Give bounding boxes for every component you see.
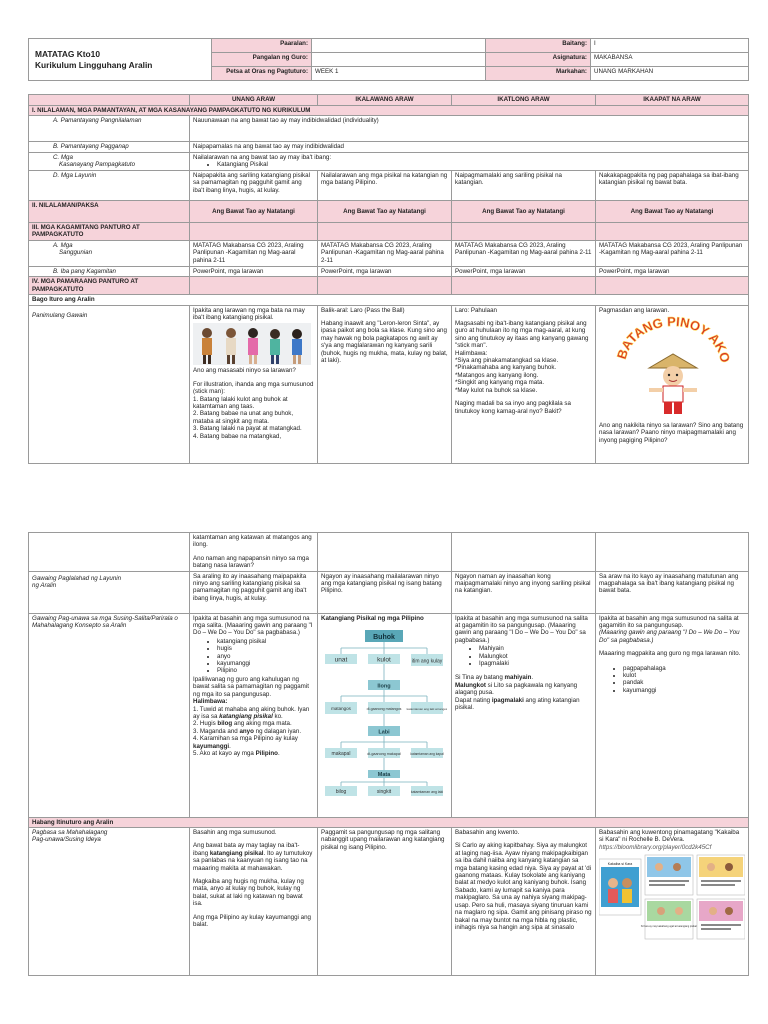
svg-text:di-gaanong matangos: di-gaanong matangos xyxy=(366,707,402,712)
pagbasa-day1-p3: Magkaiba ang hugis ng mukha, kulay ng mata, anyo at kulay ng buhok, kulay ng balat, sukat at laki ng katawan ng bawat isa. xyxy=(193,878,304,908)
paaralan-label: Paaralan: xyxy=(212,39,312,53)
header-table xyxy=(28,38,749,81)
susi-day1-bullet: • Pilipino xyxy=(217,667,314,674)
svg-text:di-gaanong makapal: di-gaanong makapal xyxy=(367,752,401,757)
panimula-day-4 xyxy=(596,305,749,463)
paglalahad-day-3: Ngayon naman ay inaasahan kong maipagmamalaki ninyo ang inyong sariling pisikal na katangian. xyxy=(452,571,596,613)
pagbasa-day-1 xyxy=(190,828,318,976)
susing-salita-day-1 xyxy=(190,613,318,817)
susi-day1-bullet: • kayumanggi xyxy=(217,660,314,667)
cont-day1-line-b: Ano naman ang napapansin ninyo sa mga batang nasa larawan? xyxy=(193,554,309,570)
batang-pinoy-ako-image xyxy=(603,316,743,420)
book-page-1 xyxy=(645,855,693,895)
sanggunian-label-1: A. Mga xyxy=(53,241,73,249)
section-1-title: I. NILALAMAN, MGA PAMANTAYAN, AT MGA KASANAYANG PAMPAGKATUTO NG KURIKULUM xyxy=(29,106,749,116)
cont-day-3 xyxy=(452,533,596,572)
pamantayang-pangnilalaman-label: A. Pamantayang Pangnilalaman xyxy=(29,116,190,142)
susi-day1-intro: Ipakita at basahin ang mga sumusunod na mga salita. (Maaaring gawin ang paraang "I Do – We Do – You Do" sa pagbabasa.) xyxy=(193,614,313,637)
kasanayang-label-2: Kasanayang Pampagkatuto xyxy=(59,161,136,169)
panimula-day2-line2: Habang inaawit ang "Leron-leron Sinta", ay ipasa paikot ang bola sa klase. Kung sino ang may hawak ng bola pagkatapos ng awit ay s'ya ang maglalarawan ng kanyang sarili (buhok, hugis ng mukha, mata, kulay ng balat, at laki). xyxy=(321,320,448,365)
susi-day1-ex-1: 1. Tuwid at mahaba ang aking buhok. Iyan ay isa sa katangiang pisikal ko. xyxy=(193,705,310,720)
cont-day-2 xyxy=(318,533,452,572)
book-thumbnails xyxy=(599,853,745,945)
lesson-table-page-2 xyxy=(28,532,749,976)
kasanayang-bullet: • Katangiang Pisikal xyxy=(217,161,745,168)
pagbasa-day-4 xyxy=(596,828,749,976)
svg-text:singkit: singkit xyxy=(376,789,392,796)
pagbasa-day-2: Paggamit sa pangungusap ng mga salitang nabanggit upang mailarawan ang katangiang pisikal ng isang Pilipino. xyxy=(318,828,452,976)
lesson-title xyxy=(29,39,212,81)
s3-blank-3 xyxy=(452,222,596,240)
susi-day3-s3: Dapat nating ipagmalaki ang ating katangian pisikal. xyxy=(455,696,580,712)
kasanayang-label-1: C. Mga xyxy=(53,153,73,161)
pagbasa-day1-p2: Ang bawat bata ay may taglay na iba't-ibang katangiang pisikal. Ito ay tumutukoy sa panlabas na kaanyuan ng isang tao na maaaring makita at mahawakan. xyxy=(193,842,313,872)
svg-text:Ilong: Ilong xyxy=(377,683,391,690)
title-line-2: Kurikulum Lingguhang Aralin xyxy=(35,59,153,70)
susi-day1-bullet: • anyo xyxy=(217,653,314,660)
children-photo xyxy=(193,323,311,365)
section-2-title: II. NILALAMAN/PAKSA xyxy=(29,200,190,222)
cont-day-1 xyxy=(190,533,318,572)
svg-text:matangos: matangos xyxy=(331,706,351,712)
svg-text:itim ang kulay: itim ang kulay xyxy=(411,658,443,665)
s4-blank-2 xyxy=(318,277,452,295)
svg-text:katamtaman ang laki: katamtaman ang laki xyxy=(410,790,444,795)
layunin-day-2: Nailalarawan ang mga pisikal na katangian ng mga batang Pilipino. xyxy=(318,170,452,200)
s4-blank-3 xyxy=(452,277,596,295)
susi-day1-bullet: • katangiang pisikal xyxy=(217,638,314,645)
panimula-day1-item-4: 4. Batang babae na matangkad, xyxy=(193,432,282,440)
paglalahad-label-2: ng Aralin xyxy=(32,582,57,590)
pagbasa-label-1: Pagbasa sa Mahahalagang xyxy=(32,829,108,837)
panimula-day1-item-2: 2. Batang babae na unat ang buhok, mataba at singkit ang mata. xyxy=(193,410,294,425)
layunin-label: D. Mga Layunin xyxy=(29,170,190,200)
paksa-day-2: Ang Bawat Tao ay Natatangi xyxy=(318,200,452,222)
katangian-diagram-title: Katangiang Pisikal ng mga Pilipino xyxy=(321,614,424,622)
paaralan-value xyxy=(312,39,486,53)
s3-blank-1 xyxy=(190,222,318,240)
panimula-day3-line2: Magsasabi ng iba't-ibang katangiang pisikal ang guro at huhulaan ito ng mga mag-aaral, at kung sino ang tinutukoy ay itaas ang kanyang gawang "stick man". xyxy=(455,320,589,350)
pagbasa-day1-p4: Ang mga Pilipino ay kulay kayumanggi ang balat. xyxy=(193,913,311,929)
s4-blank-4 xyxy=(596,277,749,295)
panimula-day3-ex-2: *Pinakamahaba ang kanyang buhok. xyxy=(455,364,557,372)
bloom-library-link[interactable]: https://bloomlibrary.org/player/0cd2k45Cf xyxy=(599,843,712,851)
susi-day1-ex-3: 3. Maganda and anyo ng dalagan iyan. xyxy=(193,727,302,735)
panimula-day3-ex-3: *Matangos ang kanyang ilong. xyxy=(455,371,539,379)
guro-value xyxy=(312,53,486,67)
paglalahad-day-1: Sa araling ito ay inaasahang maipapakita ninyo ang sariling katangiang pisikal sa pamamagitan ng pagguhit gamit ang iba't ibang linya, hugis, at kulay. xyxy=(190,571,318,613)
svg-text:Buhok: Buhok xyxy=(373,634,395,642)
svg-text:unat: unat xyxy=(334,656,348,664)
susi-day1-ex-2: 2. Hugis bilog ang aking mga mata. xyxy=(193,720,292,728)
kasanayang-label xyxy=(29,152,190,170)
blank-head xyxy=(29,95,190,106)
panimula-day-3 xyxy=(452,305,596,463)
sanggunian-label xyxy=(29,240,190,266)
svg-text:kulot: kulot xyxy=(377,656,391,664)
panimula-day-2 xyxy=(318,305,452,463)
panimula-day1-item-1: 1. Batang lalaki kulot ang buhok at katamtaman ang taas. xyxy=(193,395,288,411)
susi-day3-bullet: • Mahiyain xyxy=(479,645,592,652)
col-day-3: IKATLONG ARAW xyxy=(452,95,596,106)
kagamitan-day-3: PowerPoint, mga larawan xyxy=(452,266,596,276)
sanggunian-day-1: MATATAG Makabansa CG 2023, Araling Panlipunan -Kagamitan ng Mag-aaral pahina 2-11 xyxy=(190,240,318,266)
susi-day1-bullet: • hugis xyxy=(217,645,314,652)
col-day-4: IKAAPAT NA ARAW xyxy=(596,95,749,106)
pagbasa-day4-p1: Babasahin ang kuwentong pinamagatang "Kakaiba si Kara" ni Rochelle B. DeVera. xyxy=(599,829,740,844)
sanggunian-day-4: MATATAG Makabansa CG 2023, Araling Panlipunan -Kagamitan ng Mag-aaral pahina 2-11 xyxy=(596,240,749,266)
svg-text:Labi: Labi xyxy=(378,729,390,736)
susing-salita-day-2 xyxy=(318,613,452,817)
susi-day1-list xyxy=(193,638,314,675)
book-title: Kakaiba si Kara xyxy=(607,862,633,867)
susi-day4-bullet: • kulot xyxy=(623,672,745,679)
pagbasa-label-2: Pag-unawa/Susing Ideya xyxy=(32,836,101,844)
col-day-2: IKALAWANG ARAW xyxy=(318,95,452,106)
s3-blank-2 xyxy=(318,222,452,240)
susi-day4-bullet: • kayumanggi xyxy=(623,687,745,694)
kasanayang-value xyxy=(190,152,749,170)
section-3-title-2: PAMPAGKATUTO xyxy=(32,231,84,239)
panimula-day1-question: Ano ang masasabi ninyo sa larawan? xyxy=(193,367,296,375)
section-3-title xyxy=(29,222,190,240)
sanggunian-day-3: MATATAG Makabansa CG 2023, Araling Panlipunan -Kagamitan ng Mag-aaral pahina 2-11 xyxy=(452,240,596,266)
pamantayang-pagganap-label: B. Pamantayang Pagganap xyxy=(29,142,190,152)
pagbasa-day-3 xyxy=(452,828,596,976)
susi-day3-bullet: • Ipagmalaki xyxy=(479,660,592,667)
panimula-day1-item-3: 3. Batang lalaki na payat at matangkad. xyxy=(193,425,302,433)
petsa-value: WEEK 1 xyxy=(312,67,486,81)
susi-day1-ex-4: 4. Karamihan sa mga Pilipino ay kulay kayumanggi. xyxy=(193,735,298,750)
svg-text:katamtaman ang laki at tangos: katamtaman ang laki at tangos xyxy=(406,707,447,712)
susi-day1-halimbawa: Halimbawa: xyxy=(193,698,228,706)
layunin-day-4: Nakakapagpakita ng pag papahalaga sa ibat-ibang katangian pisikal ng bawat bata. xyxy=(596,170,749,200)
baitang-label: Baitang: xyxy=(486,39,591,53)
cont-label xyxy=(29,533,190,572)
susing-salita-label: Gawaing Pag-unawa sa mga Susing-Salita/Parirala o Mahahalagang Konsepto sa Aralin xyxy=(29,613,190,817)
pagbasa-day1-p1: Basahin ang mga sumusunod. xyxy=(193,829,277,837)
baitang-value: I xyxy=(591,39,749,53)
book-cover xyxy=(599,859,641,915)
book-page-3 xyxy=(641,899,698,939)
panimula-day3-ex-1: *Siya ang pinakamatangkad sa klase. xyxy=(455,357,559,365)
section-4-title-2: PAMPAGKATUTO xyxy=(32,285,84,293)
lesson-table-page-1 xyxy=(28,94,749,464)
susi-day3-list xyxy=(455,645,592,667)
svg-text:makapal: makapal xyxy=(331,751,351,758)
paksa-day-1: Ang Bawat Tao ay Natatangi xyxy=(190,200,318,222)
svg-text:bilog: bilog xyxy=(335,789,347,796)
susing-salita-day-4 xyxy=(596,613,749,817)
s3-blank-4 xyxy=(596,222,749,240)
title-line-1: MATATAG Kto10 xyxy=(35,48,100,59)
panimula-day1-intro: Ipakita ang larawan ng mga bata na may iba't ibang katangiang pisikal. xyxy=(193,306,305,322)
asignatura-label: Asignatura: xyxy=(486,53,591,67)
susi-day4-bullet: • pagpapahalaga xyxy=(623,665,745,672)
section-4-title-1: IV. MGA PAMARAANG PANTURO AT xyxy=(32,278,139,286)
panimula-day4-line1: Pagmasdan ang larawan. xyxy=(599,306,670,314)
svg-text:Mata: Mata xyxy=(377,772,391,779)
kagamitan-day-4: PowerPoint, mga larawan xyxy=(596,266,749,276)
markahan-label: Markahan: xyxy=(486,67,591,81)
bago-ituro-heading: Bago Ituro ang Aralin xyxy=(29,295,749,305)
panimula-day2-line1: Balik-aral: Laro (Pass the Ball) xyxy=(321,306,405,314)
susi-day4-intro2: (Maaaring gawin ang paraang "I Do – We Do – You Do" sa pagbabasa.) xyxy=(599,629,740,644)
batang-pinoy-ako-text: BATANG PINOY AKO xyxy=(613,316,733,364)
susi-day3-s1: Si Tina ay batang mahiyain. xyxy=(455,674,534,682)
markahan-value: UNANG MARKAHAN xyxy=(591,67,749,81)
asignatura-value: MAKABANSA xyxy=(591,53,749,67)
susi-day1-explain: Ipaliliwanag ng guro ang kahulugan ng bawat salita sa pamamagitan ng paggamit ng mga ito sa pangungusap. xyxy=(193,675,309,698)
svg-text:katamtaman ang kapal: katamtaman ang kapal xyxy=(410,752,444,757)
susi-day3-s2: Malungkot si Lito sa pagkawala ng kanyang alagang pusa. xyxy=(455,681,578,697)
susi-day1-ex-5: 5. Ako at kayo ay mga Pilipino. xyxy=(193,749,280,757)
pagbasa-day3-p2: Si Carlo ay aking kapitbahay. Siya ay malungkot at laging nag-iisa. Ayaw niyang makipagkaibigan sa iba dahil naiiba ang kanyang katangian sa mga batang kasing edad niya. Siya ay payat at 'di gaanong mataas. Kulay tsokolate ang kaniyang balat at medyo kulot ang kaniyang buhok. Isang Sabado, kami ay lumapit sa kaniya para makipaglaro. Sa una ay nahiya siyang makipag- usap. Pero sa huli, masaya siyang tinuruan kami na maglaro ng sipa. Gamit ang pinisang piraso ng bakal na may buntot na mga hibla ng plastic, inihagis niya sa hangin ang sipa at sinasalo xyxy=(455,842,592,931)
sanggunian-day-2: MATATAG Makabansa CG 2023, Araling Panlipunan -Kagamitan ng Mag-aaral pahina 2-11 xyxy=(318,240,452,266)
pamantayang-pagganap-value: Naipapamalas na ang bawat tao ay may indibidwalidad xyxy=(190,142,749,152)
susi-day4-bullet: • pandak xyxy=(623,679,745,686)
guro-label: Pangalan ng Guro: xyxy=(212,53,312,67)
paglalahad-label xyxy=(29,571,190,613)
book-page-2 xyxy=(697,855,745,895)
panimula-day3-ex-5: *May kulot na buhok sa klase. xyxy=(455,386,538,394)
panimulang-gawain-label: Panimulang Gawain xyxy=(29,305,190,463)
paglalahad-day-2: Ngayon ay inaasahang mailalarawan ninyo ang mga katangiang pisikal ng isang batang Pilipino. xyxy=(318,571,452,613)
section-4-title xyxy=(29,277,190,295)
paksa-day-4: Ang Bawat Tao ay Natatangi xyxy=(596,200,749,222)
pagbasa-day3-p1: Babasahin ang kwento. xyxy=(455,829,520,837)
panimula-day-1 xyxy=(190,305,318,463)
susi-day3-bullet: • Malungkot xyxy=(479,653,592,660)
col-day-1: UNANG ARAW xyxy=(190,95,318,106)
panimula-day3-line1: Laro: Pahulaan xyxy=(455,306,497,314)
kagamitan-label: B. Iba pang Kagamitan xyxy=(29,266,190,276)
susi-day3-intro: Ipakita at basahin ang mga sumusunod na salita at gagamitin ito sa pangungusap. (Maaaring gawin ang paraang "I Do – We Do – You Do" sa pagbabasa.) xyxy=(455,614,588,644)
habang-itinuturo-heading: Habang Itinuturo ang Aralin xyxy=(29,817,749,827)
cont-day-4 xyxy=(596,533,749,572)
section-3-title-1: III. MGA KAGAMITANG PANTURO AT xyxy=(32,223,140,231)
cont-day1-line: katamtaman ang katawan at matangos ang ilong. xyxy=(193,534,312,549)
panimula-day3-halimbawa: Halimbawa: xyxy=(455,349,488,357)
kasanayang-intro: Nailalarawan na ang bawat tao ay may iba't ibang: xyxy=(193,153,332,161)
sanggunian-label-2: Sanggunian xyxy=(59,249,93,257)
susing-salita-day-3 xyxy=(452,613,596,817)
katangian-pisikal-diagram xyxy=(321,624,447,804)
panimula-day4-q: Ano ang nakikita ninyo sa larawan? Sino ang batang nasa larawan? Paano ninyo maipagmamalaki ang inyong pagiging Pilipino? xyxy=(599,422,744,444)
pamantayang-pangnilalaman-value: Nauunawaan na ang bawat tao ay may indibidwalidad (individuality) xyxy=(190,116,749,142)
kagamitan-day-1: PowerPoint, mga larawan xyxy=(190,266,318,276)
book-text: Si Kara ay may kakaibang ugali at katangiang pisikal. xyxy=(640,925,698,929)
kagamitan-day-2: PowerPoint, mga larawan xyxy=(318,266,452,276)
panimula-day3-ex-4: *Singkit ang kanyang mga mata. xyxy=(455,379,545,387)
s4-blank-1 xyxy=(190,277,318,295)
panimula-day3-end: Naging madali ba sa inyo ang pagkilala sa tinutukoy kong kamag-aral nyo? Bakit? xyxy=(455,400,571,415)
susi-day4-mid: Maaaring magpakita ang guro ng mga larawan nito. xyxy=(599,650,741,658)
paglalahad-label-1: Gawaing Paglalahad ng Layunin xyxy=(32,574,122,582)
paksa-day-3: Ang Bawat Tao ay Natatangi xyxy=(452,200,596,222)
panimula-day1-illus: For illustration, ihanda ang mga sumusunod (stick man): xyxy=(193,380,314,396)
petsa-label: Petsa at Oras ng Pagtuturo: xyxy=(212,67,312,81)
paglalahad-day-4: Sa araw na ito kayo ay inaasahang matutunan ang magpahalaga sa iba't ibang katangiang pisikal ng bawat bata. xyxy=(596,571,749,613)
layunin-day-3: Naipagmamalaki ang sariling pisikal na katangian. xyxy=(452,170,596,200)
layunin-day-1: Naipapakita ang sariling katangiang pisikal sa pamamagitan ng pagguhit gamit ang iba't ibang linya, hugis, at kulay. xyxy=(190,170,318,200)
pagbasa-label xyxy=(29,828,190,976)
book-page-4 xyxy=(697,899,745,939)
susi-day4-list xyxy=(599,665,745,695)
susi-day4-intro: Ipakita at basahin ang mga sumusunod na salita at gagamitin ito sa pangungusap. xyxy=(599,614,739,630)
